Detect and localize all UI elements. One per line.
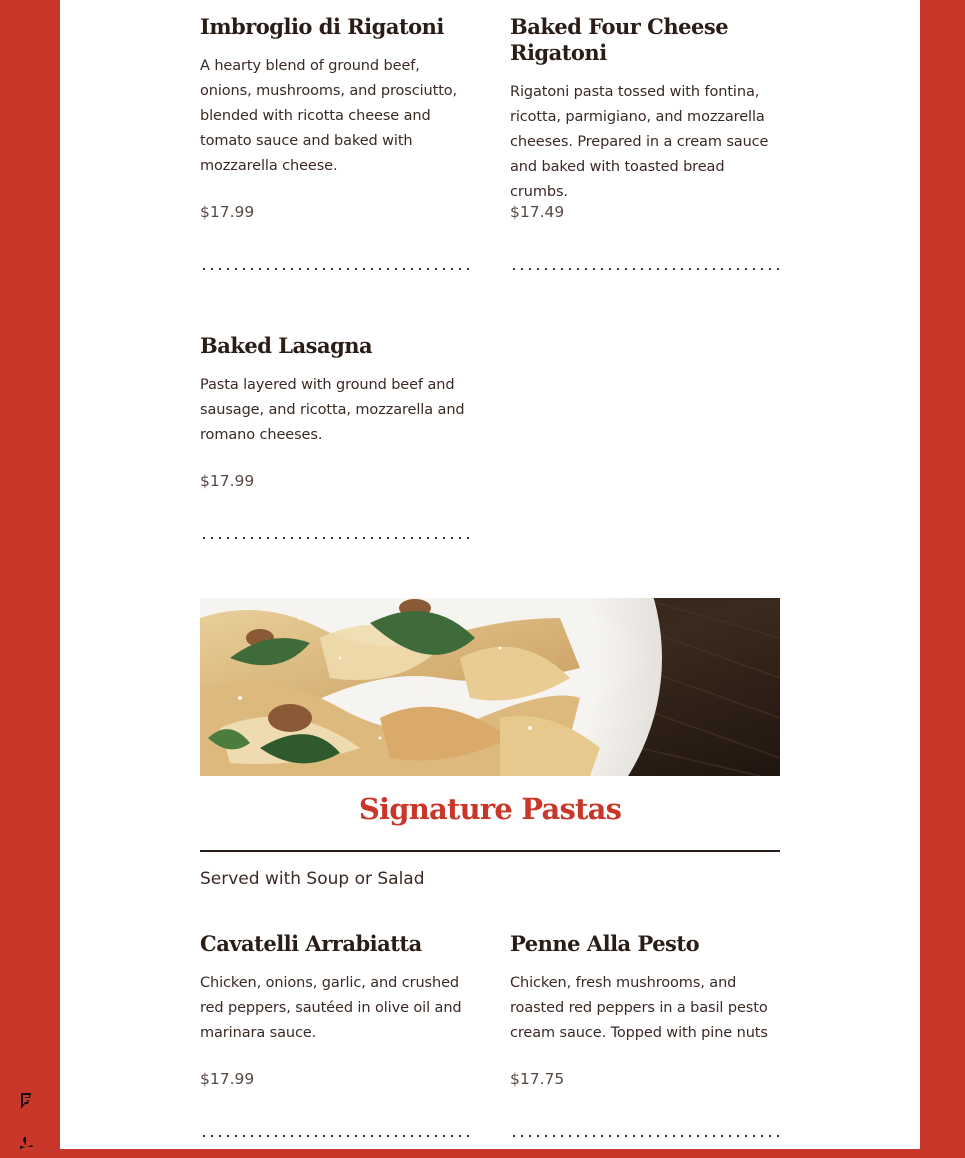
dotted-divider [510,267,780,271]
menu-item-name: Penne Alla Pesto [510,931,700,956]
pasta-banner-image [200,598,780,776]
menu-item-name: Cavatelli Arrabiatta [200,931,422,956]
menu-item-description: A hearty blend of ground beef, onions, mushrooms, and prosciutto, blended with ricotta cheese and tomato sauce and baked with mozzarella cheese. [200,58,458,174]
menu-item-price: $17.99 [200,472,255,490]
foursquare-icon[interactable] [18,1092,34,1110]
menu-item-price: $17.99 [200,203,255,221]
menu-item-description: Chicken, fresh mushrooms, and roasted red peppers in a basil pesto cream sauce. Topped with pine nuts [510,975,768,1041]
menu-item [200,14,470,179]
menu-item-description: Pasta layered with ground beef and sausage, and ricotta, mozzarella and romano cheeses. [200,377,465,443]
yelp-icon[interactable] [18,1136,34,1154]
dotted-divider [200,267,470,271]
menu-item [510,14,780,205]
menu-item-name: Baked Lasagna [200,333,373,358]
menu-item-description: Chicken, onions, garlic, and crushed red peppers, sautéed in olive oil and marinara sauce. [200,975,462,1041]
section-title: Signature Pastas [358,792,622,826]
dotted-divider [510,1134,780,1138]
menu-item-price: $17.49 [510,203,565,221]
menu-item [200,333,470,448]
menu-item [200,931,470,1046]
menu-item-name: Imbroglio di Rigatoni [200,14,444,39]
menu-item-price: $17.75 [510,1070,565,1088]
menu-item-description: Rigatoni pasta tossed with fontina, ricotta, parmigiano, and mozzarella cheeses. Prepared in a cream sauce and baked with toasted bread crumbs. [510,84,769,200]
menu-item-price: $17.99 [200,1070,255,1088]
section-note: Served with Soup or Salad [200,869,425,889]
menu-item-name: Baked Four Cheese Rigatoni [510,14,729,65]
section-divider [200,850,780,852]
menu-item [510,931,780,1046]
menu-page [60,0,920,1149]
dotted-divider [200,536,470,540]
dotted-divider [200,1134,470,1138]
